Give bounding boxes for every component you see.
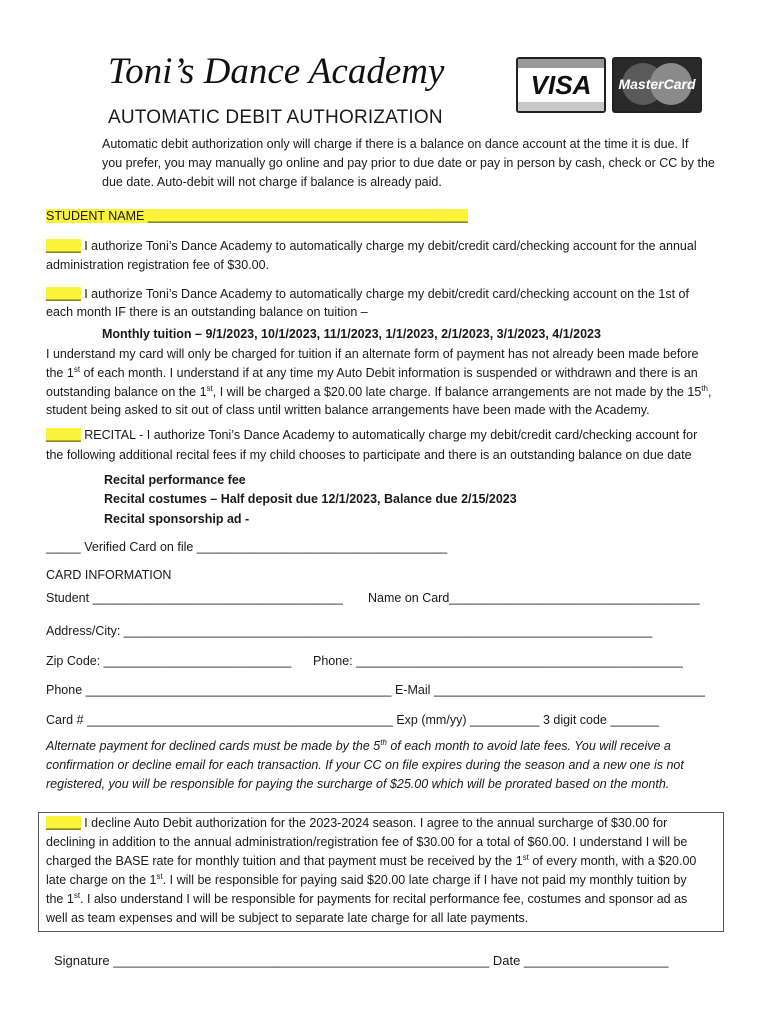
recital-item: Recital sponsorship ad - [104,512,250,526]
phone-field[interactable]: Phone: _______________________________________________ [313,654,683,668]
monthly-initial-blank[interactable]: _____ [46,287,81,301]
student-field[interactable]: Student ____________________________________ [46,591,343,605]
verified-card-field[interactable]: _____ Verified Card on file ____________________________________ [46,540,448,554]
monthly-terms-line: I understand my card will only be charged for tuition if an alternate form of payment has not already been made before [46,347,699,361]
decline-line: declining in addition to the annual administration/registration fee of $30.00 for a total of $60.00. I understand I will be [46,835,688,849]
intro-line: due date. Auto-debit will not charge if balance is already paid. [102,175,442,189]
phone-email-field[interactable]: Phone ____________________________________________ E-Mail _______________________________________ [46,683,705,697]
page-title: Toni’s Dance Academy [108,51,445,92]
card-number-field[interactable]: Card # ____________________________________________ Exp (mm/yy) __________ 3 digit code _______ [46,713,660,727]
recital-item: Recital costumes – Half deposit due 12/1/2023, Balance due 2/15/2023 [104,492,517,506]
intro-line: you prefer, you may manually go online and pay prior to due date or pay in person by cash, check or CC by the [102,156,715,170]
mastercard-logo [612,57,702,113]
registration-initial-blank[interactable]: _____ [46,239,81,253]
form-subtitle: AUTOMATIC DEBIT AUTHORIZATION [108,107,443,128]
signature-date-field[interactable]: Signature ____________________________________________________ Date ____________________ [54,953,669,968]
decline-line: the 1st. I also understand I will be responsible for payments for recital performance fee, costumes and sponsor ad as [46,890,688,906]
decline-line: well as team expenses and will be subject to separate late charge for all late payments. [46,911,529,925]
recital-text: RECITAL - I authorize Toni’s Dance Academy to automatically charge my debit/credit card/checking account for [80,428,698,442]
monthly-text-line2: each month IF there is an outstanding balance on tuition – [46,305,368,319]
decline-initial-blank[interactable]: _____ [46,816,81,830]
monthly-terms-line: student being asked to sit out of class until written balance arrangements have been made with the Academy. [46,403,650,417]
mastercard-logo-text: MasterCard [618,76,696,92]
recital-text-line2: the following additional recital fees if my child chooses to participate and there is an outstanding balance on due date [46,448,692,462]
alternate-payment-line: confirmation or decline email for each transaction. If your CC on file expires during the season and a new one is not [46,758,684,772]
monthly-terms-line: outstanding balance on the 1st, I will be charged a $20.00 late charge. If balance arrangements are not made by the 15th, [46,383,712,399]
student-name-field[interactable] [46,207,468,226]
alternate-payment-line: registered, you will be responsible for paying the surcharge of $25.00 which will be prorated based on the month. [46,777,670,791]
card-info-heading: CARD INFORMATION [46,568,172,582]
monthly-authorization [46,285,689,304]
address-city-field[interactable]: Address/City: ____________________________________________________________________________ [46,624,653,638]
decline-line: late charge on the 1st. I will be responsible for paying said $20.00 late charge if I have not paid my monthly tuition by [46,871,687,887]
intro-paragraph [102,135,732,192]
intro-line: Automatic debit authorization only will charge if there is a balance on dance account at the time it is due. If [102,137,689,151]
monthly-tuition-dates: Monthly tuition – 9/1/2023, 10/1/2023, 11/1/2023, 1/1/2023, 2/1/2023, 3/1/2023, 4/1/2023 [102,327,601,341]
visa-logo-text: VISA [530,70,592,100]
registration-text: I authorize Toni’s Dance Academy to automatically charge my debit/credit card/checking account for the annual [80,239,697,253]
recital-initial-blank[interactable]: _____ [46,428,81,442]
recital-authorization [46,426,697,445]
visa-logo [516,57,606,113]
student-name-label: STUDENT NAME ______________________________________________ [46,209,468,223]
monthly-terms-line: the 1st of each month. I understand if at any time my Auto Debit information is suspended or withdrawn and there is an [46,364,698,380]
recital-item: Recital performance fee [104,473,246,487]
zip-code-field[interactable]: Zip Code: ___________________________ [46,654,292,668]
decline-line: _____ I decline Auto Debit authorization for the 2023-2024 season. I agree to the annual surcharge of $30.00 for [46,816,668,830]
monthly-text: I authorize Toni’s Dance Academy to automatically charge my debit/credit card/checking account on the 1st of [80,287,689,301]
registration-authorization [46,237,697,256]
decline-line: charged the BASE rate for monthly tuition and that payment must be received by the 1st of every month, with a $20.00 [46,852,697,868]
registration-text-line2: administration registration fee of $30.00. [46,258,270,272]
name-on-card-field[interactable]: Name on Card____________________________________ [368,591,700,605]
alternate-payment-line: Alternate payment for declined cards must be made by the 5th of each month to avoid late fees. You will receive a [46,737,671,753]
